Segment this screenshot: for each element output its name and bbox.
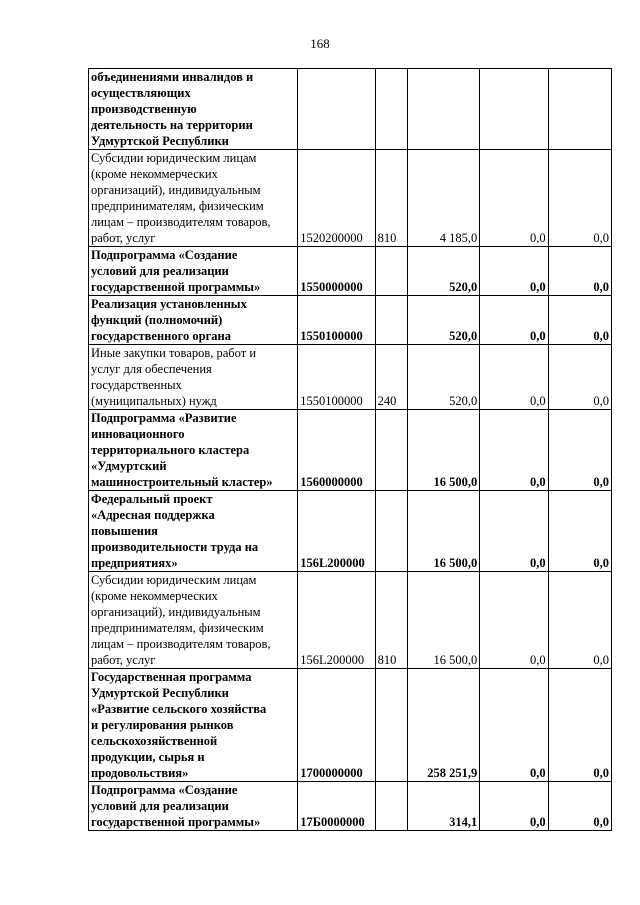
row-name-line: инновационного xyxy=(91,427,185,441)
amount-1-cell: 16 500,0 xyxy=(407,410,479,491)
row-name-line: «Адресная поддержка xyxy=(91,508,215,522)
row-name-line: предпринимателям, физическим xyxy=(91,199,264,213)
amount-2-cell: 0,0 xyxy=(480,150,548,247)
page-number: 168 xyxy=(310,36,330,51)
row-name-line: лицам – производителям товаров, xyxy=(91,215,271,229)
expense-type-cell: 240 xyxy=(375,345,407,410)
expense-type-cell: 810 xyxy=(375,150,407,247)
amount-1-cell: 520,0 xyxy=(407,345,479,410)
row-name-line: сельскохозяйственной xyxy=(91,734,218,748)
expense-type-cell xyxy=(375,296,407,345)
amount-2-cell: 0,0 xyxy=(480,572,548,669)
row-name-line: предприятиях» xyxy=(91,556,178,570)
row-name-line: Удмуртской Республики xyxy=(91,686,229,700)
amount-3-cell: 0,0 xyxy=(548,491,611,572)
amount-3-cell: 0,0 xyxy=(548,572,611,669)
amount-3-cell: 0,0 xyxy=(548,296,611,345)
expense-type-cell xyxy=(375,782,407,831)
table-row xyxy=(89,782,612,831)
row-name-line: (кроме некоммерческих xyxy=(91,167,218,181)
row-name-line: «Развитие сельского хозяйства xyxy=(91,702,267,716)
table-row xyxy=(89,410,612,491)
expense-type-cell xyxy=(375,669,407,782)
row-name-line: Подпрограмма «Развитие xyxy=(91,411,237,425)
row-name-line: работ, услуг xyxy=(91,653,156,667)
row-name-line: повышения xyxy=(91,524,158,538)
amount-2-cell: 0,0 xyxy=(480,491,548,572)
row-name-line: Подпрограмма «Создание xyxy=(91,248,238,262)
expense-type-cell xyxy=(375,491,407,572)
row-name-line: продовольствия» xyxy=(91,766,189,780)
amount-3-cell: 0,0 xyxy=(548,410,611,491)
row-name-line: продукции, сырья и xyxy=(91,750,205,764)
table-row xyxy=(89,669,612,782)
row-name-line: (кроме некоммерческих xyxy=(91,589,218,603)
row-name-line: Удмуртской Республики xyxy=(91,134,229,148)
row-name-line: и регулирования рынков xyxy=(91,718,234,732)
expense-type-cell xyxy=(375,410,407,491)
row-name-line: предпринимателям, физическим xyxy=(91,621,264,635)
row-name-line: «Удмуртский xyxy=(91,459,167,473)
row-name-line: Федеральный проект xyxy=(91,492,213,506)
row-name-line: Субсидии юридическим лицам xyxy=(91,151,257,165)
row-name-line: функций (полномочий) xyxy=(91,313,223,327)
row-name-line: государственной программы» xyxy=(91,815,261,829)
row-name-line: услуг для обеспечения xyxy=(91,362,212,376)
row-name-line: (муниципальных) нужд xyxy=(91,394,217,408)
row-name-line: работ, услуг xyxy=(91,231,156,245)
row-name-line: территориального кластера xyxy=(91,443,250,457)
code-cell: 1550100000 xyxy=(298,345,375,410)
row-name-cell xyxy=(89,247,298,296)
amount-2-cell xyxy=(480,69,548,150)
row-name-line: Реализация установленных xyxy=(91,297,247,311)
amount-3-cell xyxy=(548,69,611,150)
row-name-line: условий для реализации xyxy=(91,799,229,813)
amount-2-cell: 0,0 xyxy=(480,782,548,831)
row-name-cell xyxy=(89,69,298,150)
row-name-line: лицам – производителям товаров, xyxy=(91,637,271,651)
row-name-line: деятельность на территории xyxy=(91,118,253,132)
row-name-cell xyxy=(89,150,298,247)
amount-1-cell: 16 500,0 xyxy=(407,491,479,572)
expense-type-cell: 810 xyxy=(375,572,407,669)
code-cell: 1550100000 xyxy=(298,296,375,345)
amount-1-cell: 258 251,9 xyxy=(407,669,479,782)
row-name-cell xyxy=(89,782,298,831)
amount-1-cell: 16 500,0 xyxy=(407,572,479,669)
row-name-line: государственных xyxy=(91,378,182,392)
code-cell xyxy=(298,69,375,150)
table-row xyxy=(89,345,612,410)
code-cell: 1700000000 xyxy=(298,669,375,782)
amount-2-cell: 0,0 xyxy=(480,410,548,491)
amount-2-cell: 0,0 xyxy=(480,247,548,296)
table-row xyxy=(89,296,612,345)
row-name-line: условий для реализации xyxy=(91,264,229,278)
amount-2-cell: 0,0 xyxy=(480,669,548,782)
table-row xyxy=(89,572,612,669)
row-name-cell xyxy=(89,572,298,669)
expense-type-cell xyxy=(375,69,407,150)
amount-3-cell: 0,0 xyxy=(548,345,611,410)
row-name-line: машиностроительный кластер» xyxy=(91,475,273,489)
table-row xyxy=(89,150,612,247)
code-cell: 17Б0000000 xyxy=(298,782,375,831)
row-name-line: осуществляющих xyxy=(91,86,191,100)
code-cell: 156L200000 xyxy=(298,491,375,572)
row-name-line: объединениями инвалидов и xyxy=(91,70,254,84)
code-cell: 1550000000 xyxy=(298,247,375,296)
row-name-cell xyxy=(89,491,298,572)
row-name-line: организаций), индивидуальным xyxy=(91,605,261,619)
code-cell: 156L200000 xyxy=(298,572,375,669)
row-name-line: государственной программы» xyxy=(91,280,261,294)
code-cell: 1520200000 xyxy=(298,150,375,247)
row-name-cell xyxy=(89,345,298,410)
row-name-line: производственную xyxy=(91,102,197,116)
row-name-line: Государственная программа xyxy=(91,670,252,684)
row-name-cell xyxy=(89,410,298,491)
table-row xyxy=(89,69,612,150)
amount-2-cell: 0,0 xyxy=(480,296,548,345)
row-name-line: производительности труда на xyxy=(91,540,259,554)
amount-1-cell: 314,1 xyxy=(407,782,479,831)
amount-3-cell: 0,0 xyxy=(548,669,611,782)
row-name-cell xyxy=(89,669,298,782)
amount-1-cell: 520,0 xyxy=(407,296,479,345)
row-name-line: Субсидии юридическим лицам xyxy=(91,573,257,587)
code-cell: 1560000000 xyxy=(298,410,375,491)
row-name-cell xyxy=(89,296,298,345)
table-row xyxy=(89,491,612,572)
table-row xyxy=(89,247,612,296)
budget-table-body xyxy=(89,69,612,831)
row-name-line: государственного органа xyxy=(91,329,231,343)
row-name-line: Иные закупки товаров, работ и xyxy=(91,346,257,360)
amount-1-cell: 4 185,0 xyxy=(407,150,479,247)
amount-3-cell: 0,0 xyxy=(548,782,611,831)
row-name-line: организаций), индивидуальным xyxy=(91,183,261,197)
row-name-line: Подпрограмма «Создание xyxy=(91,783,238,797)
amount-3-cell: 0,0 xyxy=(548,150,611,247)
budget-table xyxy=(88,68,612,831)
amount-1-cell: 520,0 xyxy=(407,247,479,296)
expense-type-cell xyxy=(375,247,407,296)
amount-1-cell xyxy=(407,69,479,150)
amount-3-cell: 0,0 xyxy=(548,247,611,296)
amount-2-cell: 0,0 xyxy=(480,345,548,410)
